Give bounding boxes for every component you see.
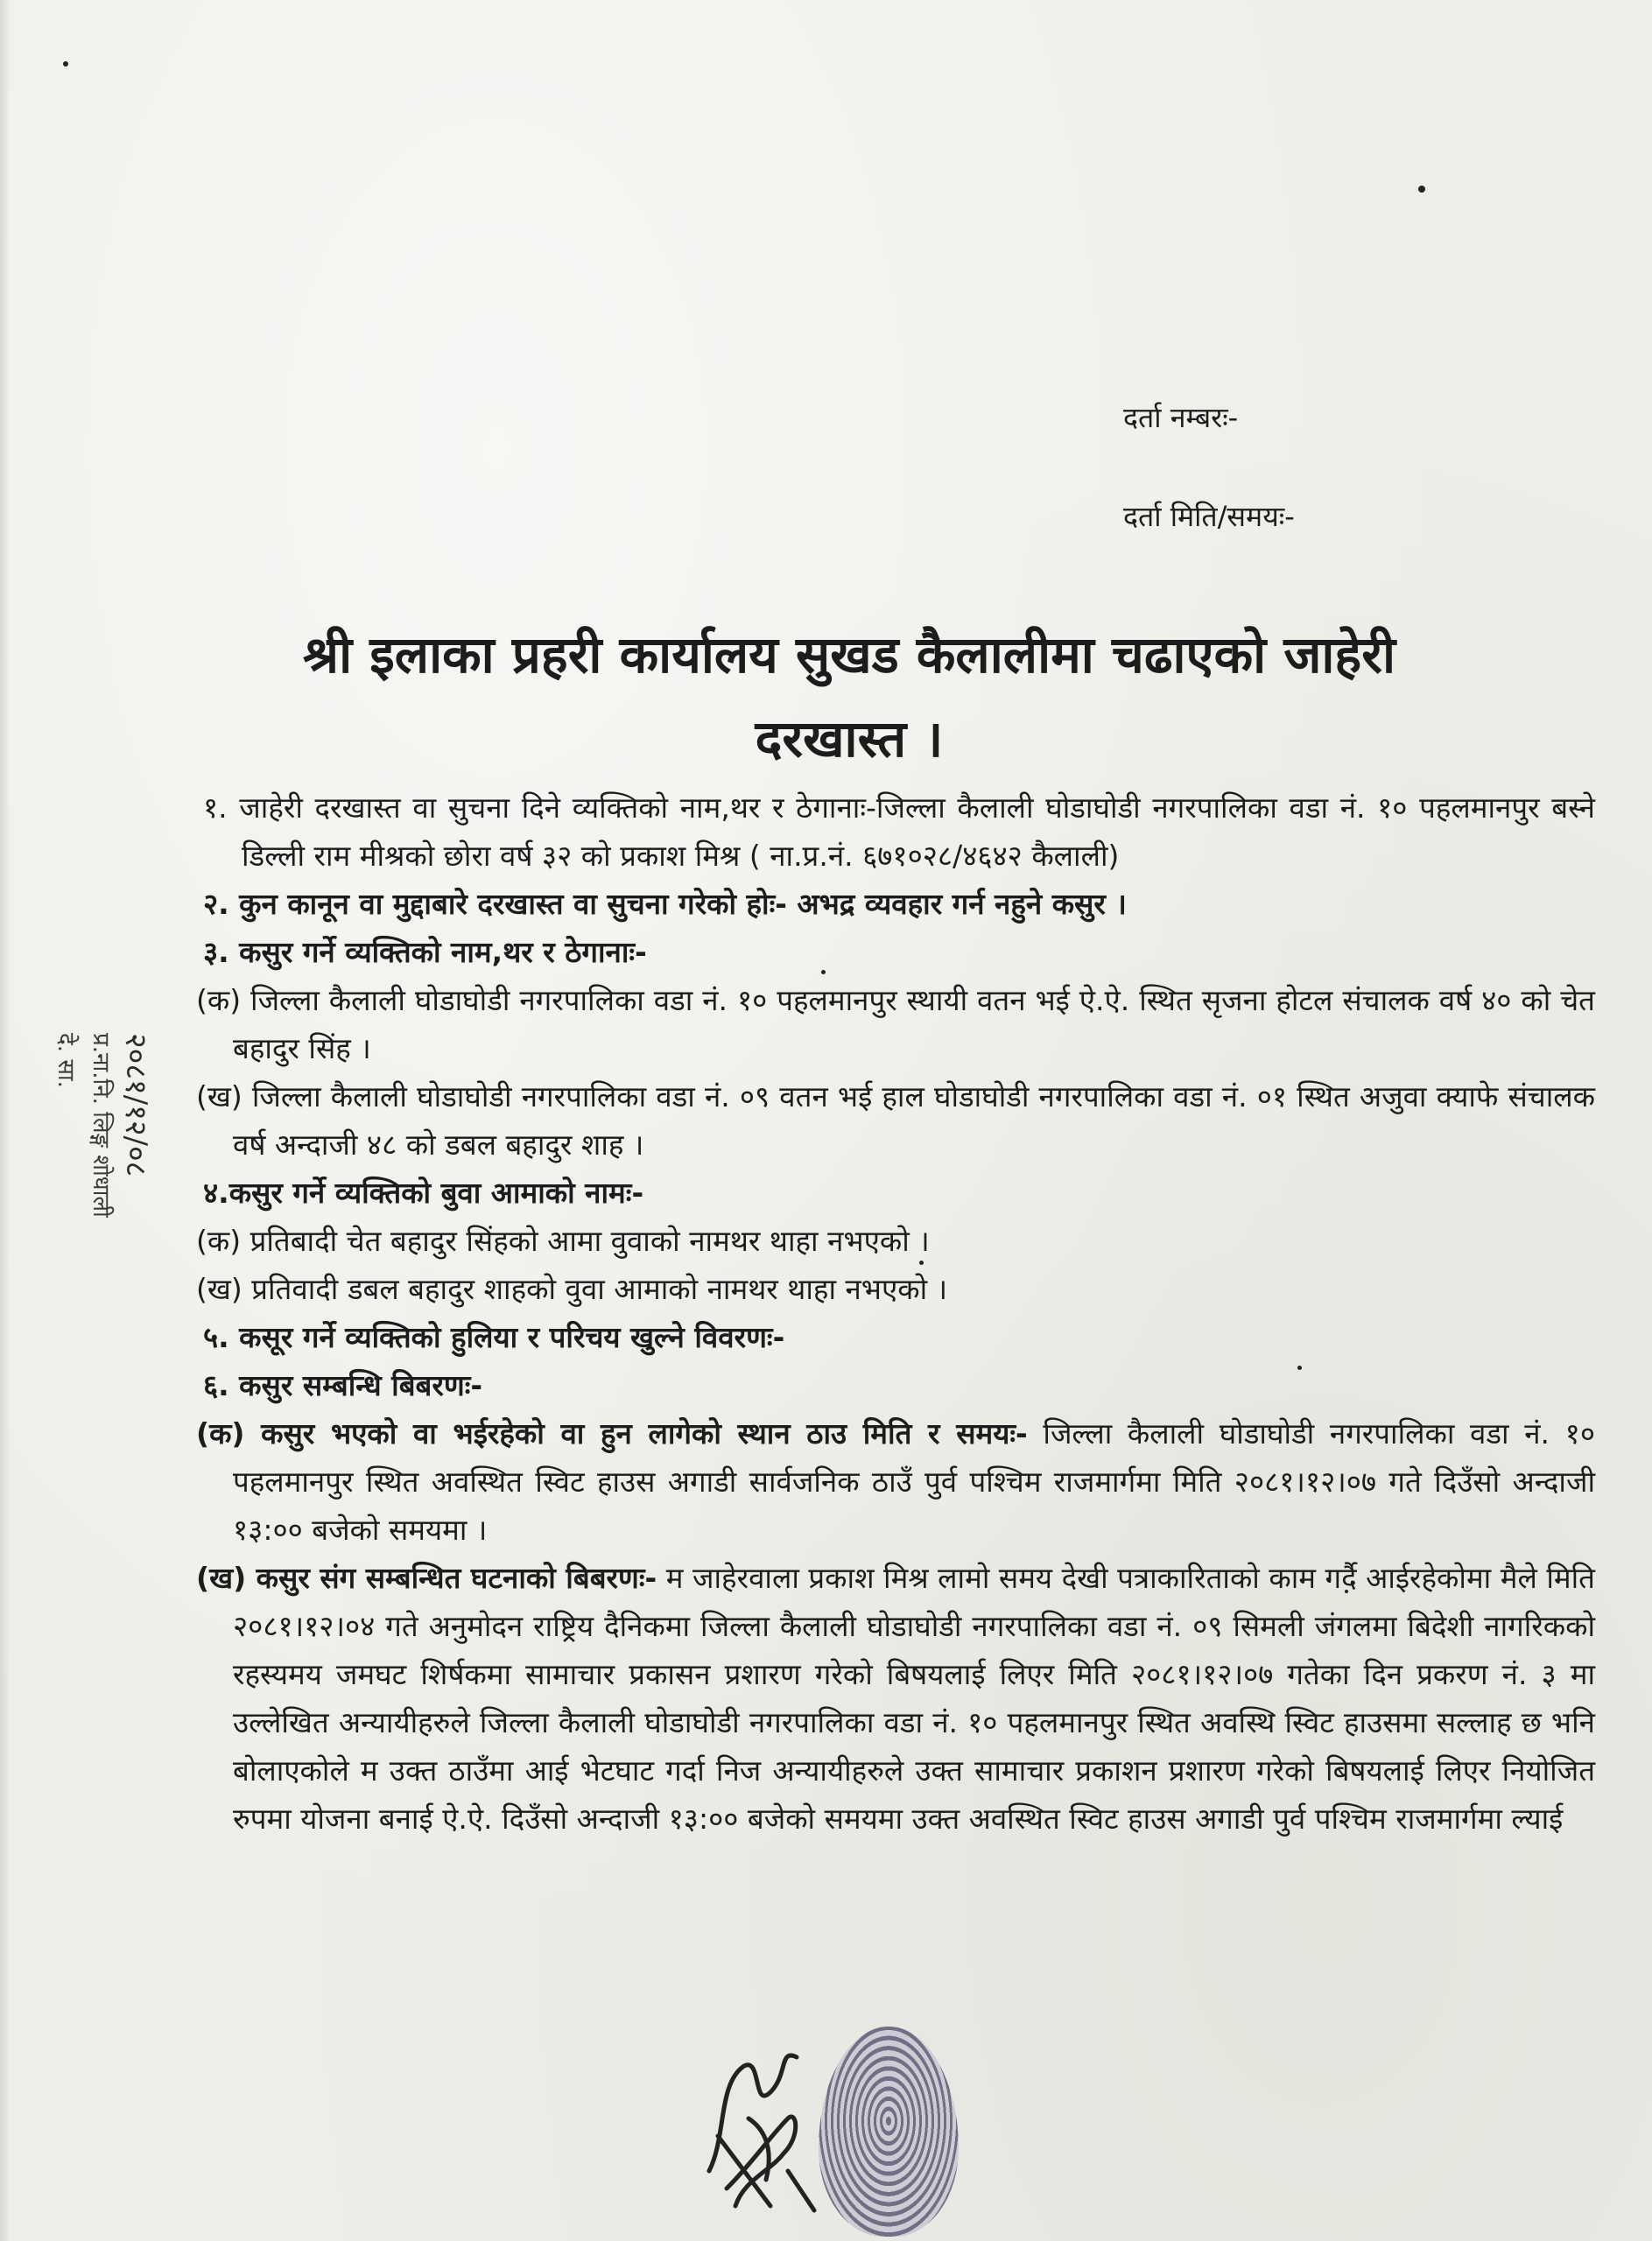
section-6-ka-text: जिल्ला कैलाली घोडाघोडी नगरपालिका वडा नं. १० पहलमानपुर स्थित अवस्थित स्विट हाउस अगाडी सार्वजनिक ठाउँ पुर्व पश्चिम राजमार्गमा मिति २०८१।१२।०७ गते दिउँसो अन्दाजी १३:०० बजेको समयमा । bbox=[233, 1416, 1596, 1547]
paper-speck bbox=[1418, 186, 1425, 193]
receipt-stamp-office: दे. सा. bbox=[53, 1033, 79, 1088]
page-edge-shadow bbox=[0, 0, 11, 2241]
section-4-heading: ४.कसुर गर्ने व्यक्तिको बुवा आमाको नामः- bbox=[203, 1176, 644, 1210]
section-6-kha-text: म जाहेरवाला प्रकाश मिश्र लामो समय देखी पत्राकारिताको काम गर्दै आईरहेकोमा मैले मिति २०८१।१२।०४ गते अनुमोदन राष्ट्रिय दैनिकमा जिल्ला कैलाली घोडाघोडी नगरपालिका वडा नं. ०९ सिमली जंगलमा बिदेशी नागरिकको रहस्यमय जमघट शिर्षकमा सामाचार प्रकासन प्रशारण गरेको बिषयलाई लिएर मिति २०८१।१२।०७ गतेका दिन प्रकरण नं. ३ मा उल्लेखित अन्यायीहरुले जिल्ला कैलाली घोडाघोडी नगरपालिका वडा नं. १० पहलमानपुर स्थित अवस्थि स्विट हाउसमा सल्लाह छ भनि बोलाएकोले म उक्त ठाउँमा आई भेटघाट गर्दा निज अन्यायीहरुले उक्त सामाचार प्रकाशन प्रशारण गरेको बिषयलाई लिएर नियोजित रुपमा योजना बनाई ऐ.ऐ. दिउँसो अन्दाजी १३:०० बजेको समयमा उक्त अवस्थित स्विट हाउस अगाडी पुर्व पश्चिम राजमार्गमा ल्याई bbox=[233, 1561, 1595, 1836]
section-4-kha: (ख) प्रतिवादी डबल बहादुर शाहको वुवा आमाको नामथर थाहा नभएको । bbox=[196, 1272, 948, 1306]
section-3-ka: (क) जिल्ला कैलाली घोडाघोडी नगरपालिका वडा नं. १० पहलमानपुर स्थायी वतन भई ऐ.ऐ. स्थित सृजना होटल संचालक वर्ष ४० को चेत बहादुर सिंह । bbox=[196, 983, 1595, 1065]
thumbprint bbox=[819, 2027, 959, 2237]
signature bbox=[692, 2031, 823, 2223]
section-6-kha bbox=[196, 1554, 1595, 1843]
document-body bbox=[196, 783, 1596, 1843]
receipt-stamp bbox=[48, 1033, 153, 1471]
title-line-1: श्री इलाका प्रहरी कार्यालय सुखड कैलालीमा चढाएको जाहेरी bbox=[303, 625, 1395, 685]
registration-date-label: दर्ता मिति/समयः- bbox=[1123, 500, 1295, 533]
registration-number-label: दर्ता नम्बरः- bbox=[1123, 401, 1239, 434]
receipt-stamp-officer: प्र.ना.नि. लिङ्ग शोधाली bbox=[88, 1033, 114, 1218]
section-3-heading: ३. कसुर गर्ने व्यक्तिको नाम,थर र ठेगानाः- bbox=[203, 935, 647, 969]
section-6-ka-heading: (क) कसुर भएको वा भईरहेको वा हुन लागेको स्थान ठाउ मिति र समयः- bbox=[196, 1416, 1028, 1451]
receipt-stamp-date: २०८१/१२/०८ bbox=[118, 1033, 153, 1177]
section-6-ka bbox=[196, 1409, 1595, 1554]
section-6-kha-heading: (ख) कसुर संग सम्बन्धित घटनाको बिबरणः- bbox=[196, 1561, 657, 1595]
paper-speck bbox=[63, 61, 68, 67]
title-line-2: दरखास्त । bbox=[755, 709, 944, 769]
section-5-heading: ५. कसूर गर्ने व्यक्तिको हुलिया र परिचय खुल्ने विवरणः- bbox=[203, 1320, 785, 1354]
section-1: १. जाहेरी दरखास्त वा सुचना दिने व्यक्तिको नाम,थर र ठेगानाः-जिल्ला कैलाली घोडाघोडी नगरपालिका वडा नं. १० पहलमानपुर बस्ने डिल्ली राम मीश्रको छोरा वर्ष ३२ को प्रकाश मिश्र ( ना.प्र.नं. ६७१०२८/४६४२ कैलाली) bbox=[203, 790, 1595, 873]
section-2: २. कुन कानून वा मुद्दाबारे दरखास्त वा सुचना गरेको होः- अभद्र व्यवहार गर्न नहुने कसुर । bbox=[203, 887, 1127, 921]
section-3-kha: (ख) जिल्ला कैलाली घोडाघोडी नगरपालिका वडा नं. ०९ वतन भई हाल घोडाघोडी नगरपालिका वडा नं. ०१ स्थित अजुवा क्याफे संचालक वर्ष अन्दाजी ४८ को डबल बहादुर शाह । bbox=[196, 1079, 1595, 1162]
document-title bbox=[158, 613, 1541, 781]
section-4-ka: (क) प्रतिबादी चेत बहादुर सिंहको आमा वुवाको नामथर थाहा नभएको । bbox=[196, 1224, 930, 1258]
section-6-heading: ६. कसुर सम्बन्धि बिबरणः- bbox=[203, 1368, 483, 1402]
